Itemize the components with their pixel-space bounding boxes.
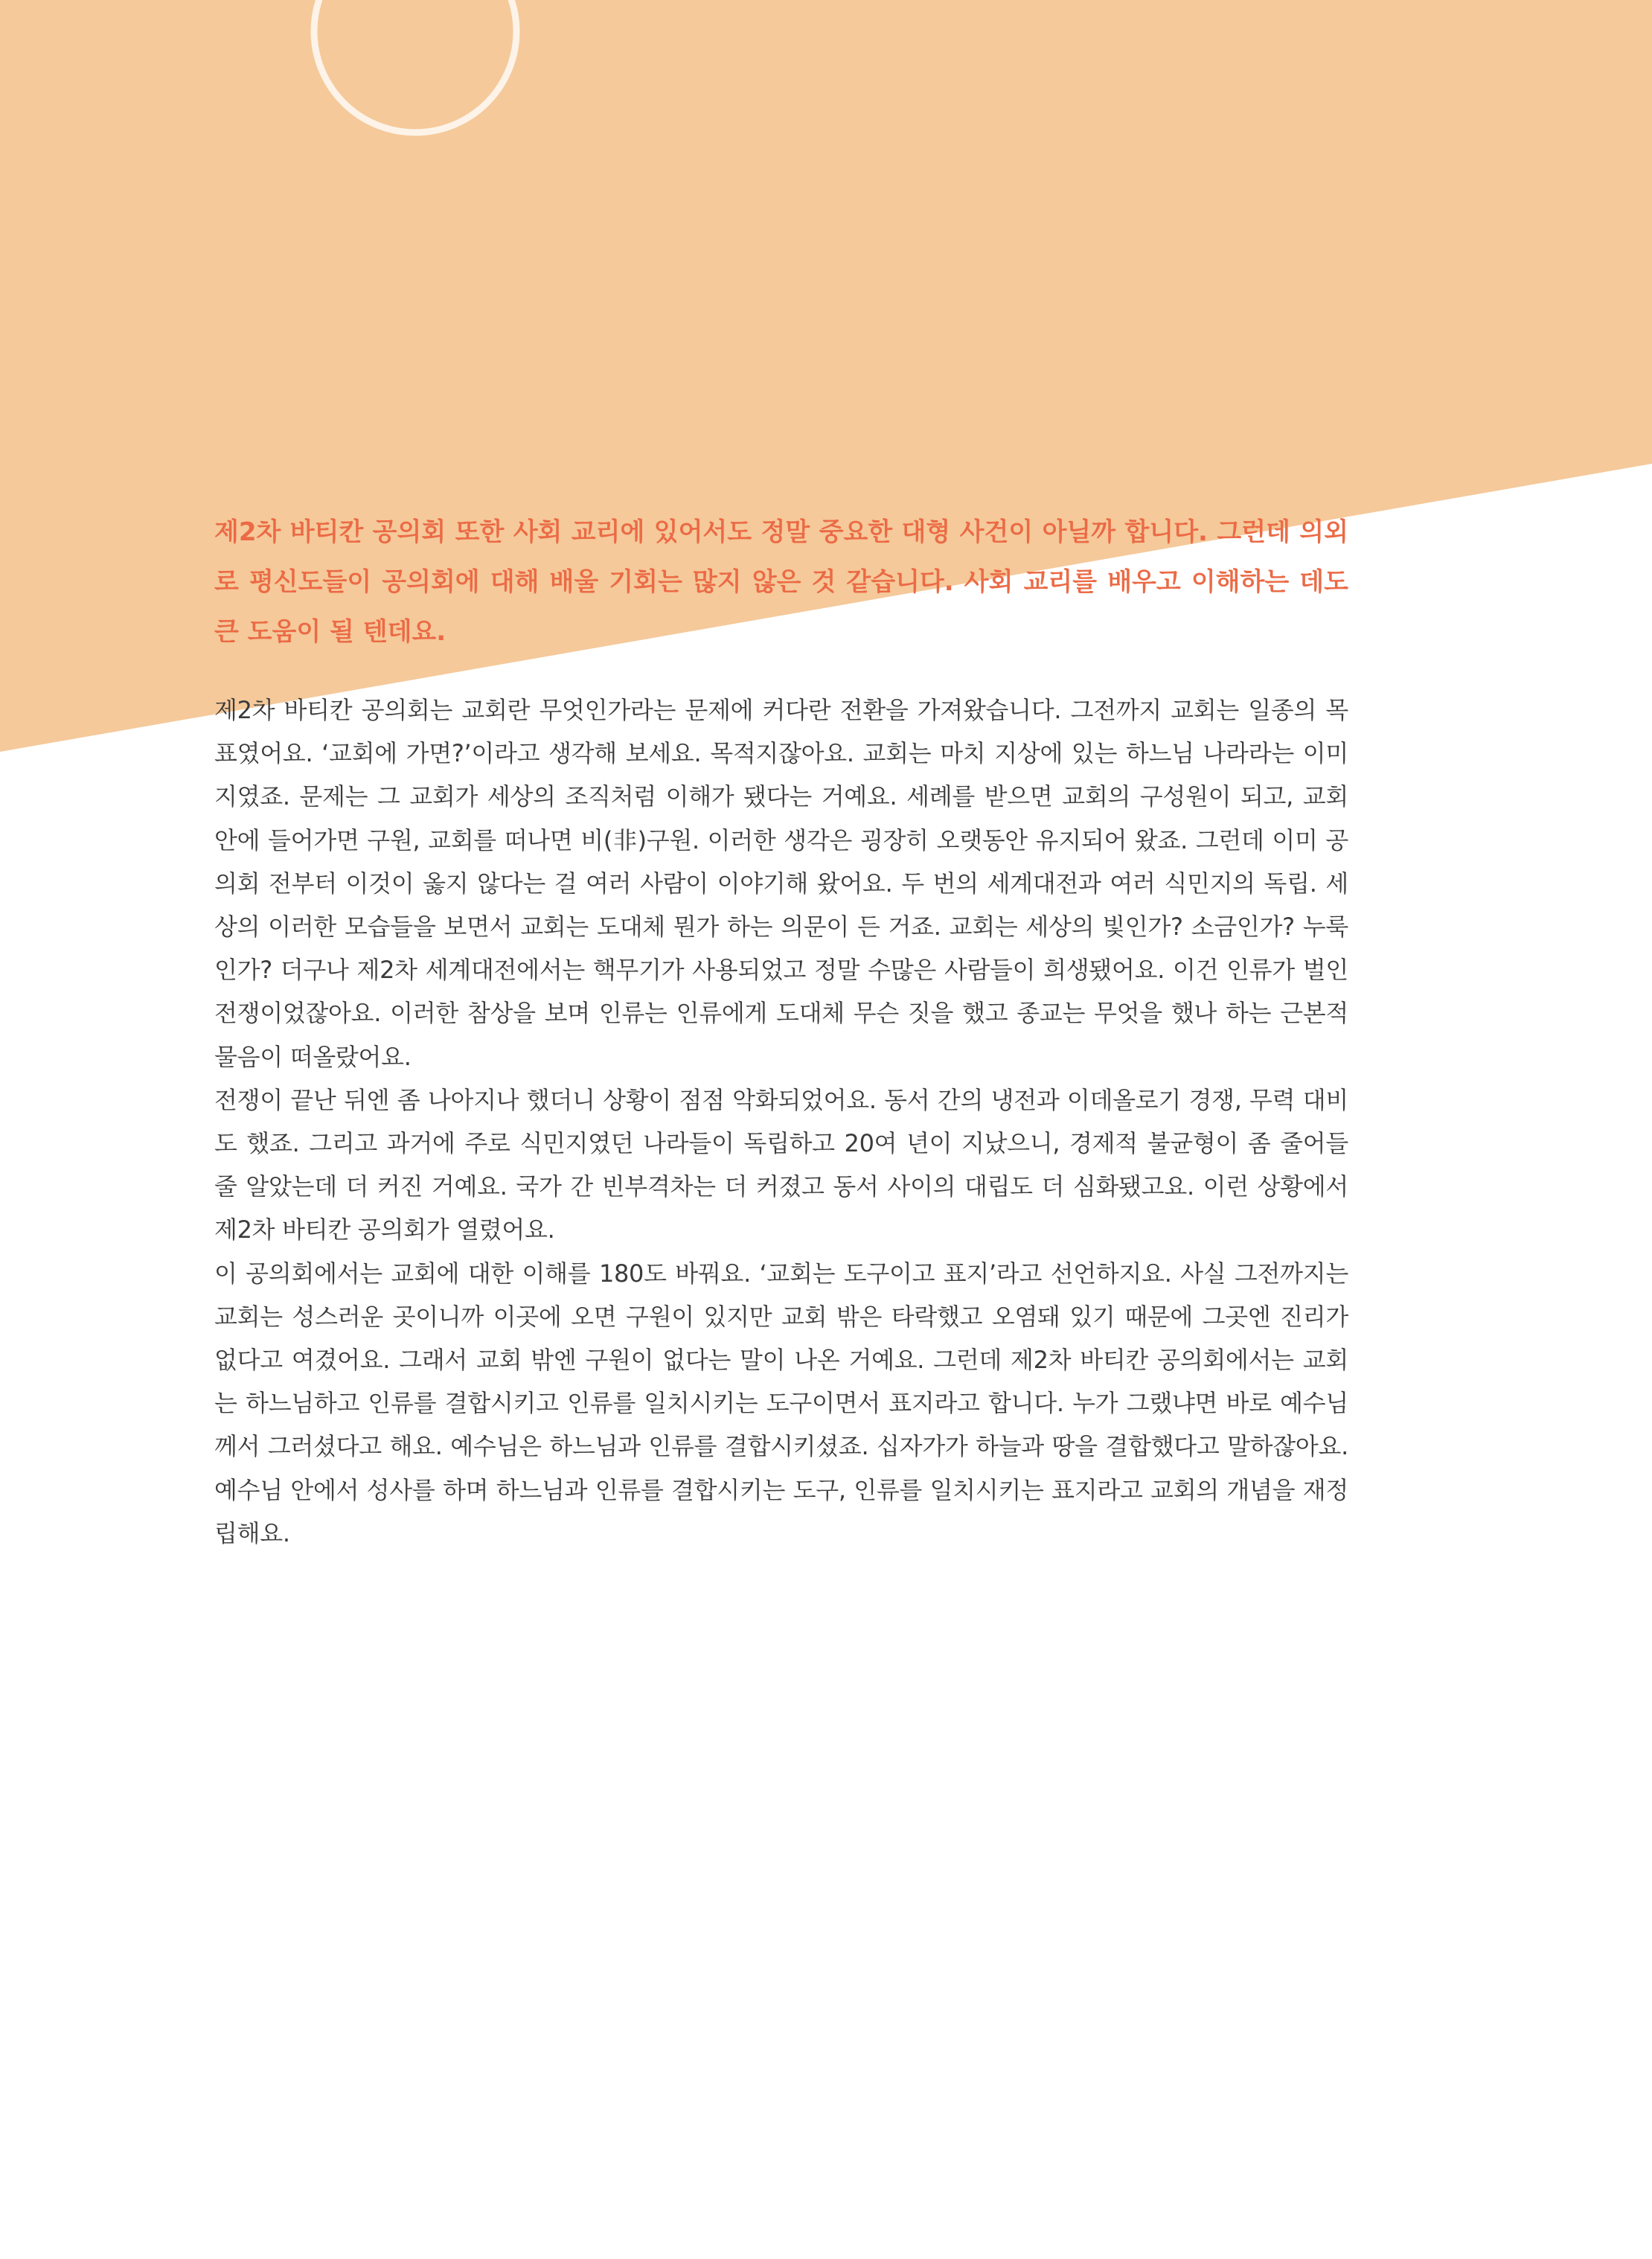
article-body [214, 508, 1348, 1555]
lead-paragraph: 제2차 바티칸 공의회 또한 사회 교리에 있어서도 정말 중요한 대형 사건이 아닐까 합니다. 그런데 의외로 평신도들이 공의회에 대해 배울 기회는 많지 않은 것 같습니다. 사회 교리를 배우고 이해하는 데도 큰 도움이 될 텐데요. [214, 517, 1348, 647]
body-paragraph-1: 제2차 바티칸 공의회는 교회란 무엇인가라는 문제에 커다란 전환을 가져왔습니다. 그전까지 교회는 일종의 목표였어요. ‘교회에 가면?’이라고 생각해 보세요. 목적지잖아요. 교회는 마치 지상에 있는 하느님 나라라는 이미지였죠. 문제는 그 교회가 세상의 조직처럼 이해가 됐다는 거예요. 세례를 받으면 교회의 구성원이 되고, 교회 안에 들어가면 구원, 교회를 떠나면 비(非)구원. 이러한 생각은 굉장히 오랫동안 유지되어 왔죠. 그런데 이미 공의회 전부터 이것이 옳지 않다는 걸 여러 사람이 이야기해 왔어요. 두 번의 세계대전과 여러 식민지의 독립. 세상의 이러한 모습들을 보면서 교회는 도대체 뭔가 하는 의문이 든 거죠. 교회는 세상의 빛인가? 소금인가? 누룩인가? 더구나 제2차 세계대전에서는 핵무기가 사용되었고 정말 수많은 사람들이 희생됐어요. 이건 인류가 벌인 전쟁이었잖아요. 이러한 참상을 보며 인류는 인류에게 도대체 무슨 짓을 했고 종교는 무엇을 했나 하는 근본적 물음이 떠올랐어요. [214, 696, 1348, 1071]
body-paragraph-3: 이 공의회에서는 교회에 대한 이해를 180도 바꿔요. ‘교회는 도구이고 표지’라고 선언하지요. 사실 그전까지는 교회는 성스러운 곳이니까 이곳에 오면 구원이 있지만 교회 밖은 타락했고 오염돼 있기 때문에 그곳엔 진리가 없다고 여겼어요. 그래서 교회 밖엔 구원이 없다는 말이 나온 거예요. 그런데 제2차 바티칸 공의회에서는 교회는 하느님하고 인류를 결합시키고 인류를 일치시키는 도구이면서 표지라고 합니다. 누가 그랬냐면 바로 예수님께서 그러셨다고 해요. 예수님은 하느님과 인류를 결합시키셨죠. 십자가가 하늘과 땅을 결합했다고 말하잖아요. 예수님 안에서 성사를 하며 하느님과 인류를 결합시키는 도구, 인류를 일치시키는 표지라고 교회의 개념을 재정립해요. [214, 1259, 1348, 1547]
body-paragraph-2: 전쟁이 끝난 뒤엔 좀 나아지나 했더니 상황이 점점 악화되었어요. 동서 간의 냉전과 이데올로기 경쟁, 무력 대비도 했죠. 그리고 과거에 주로 식민지였던 나라들이 독립하고 20여 년이 지났으니, 경제적 불균형이 좀 줄어들 줄 알았는데 더 커진 거예요. 국가 간 빈부격차는 더 커졌고 동서 사이의 대립도 더 심화됐고요. 이런 상황에서 제2차 바티칸 공의회가 열렸어요. [214, 1085, 1348, 1244]
